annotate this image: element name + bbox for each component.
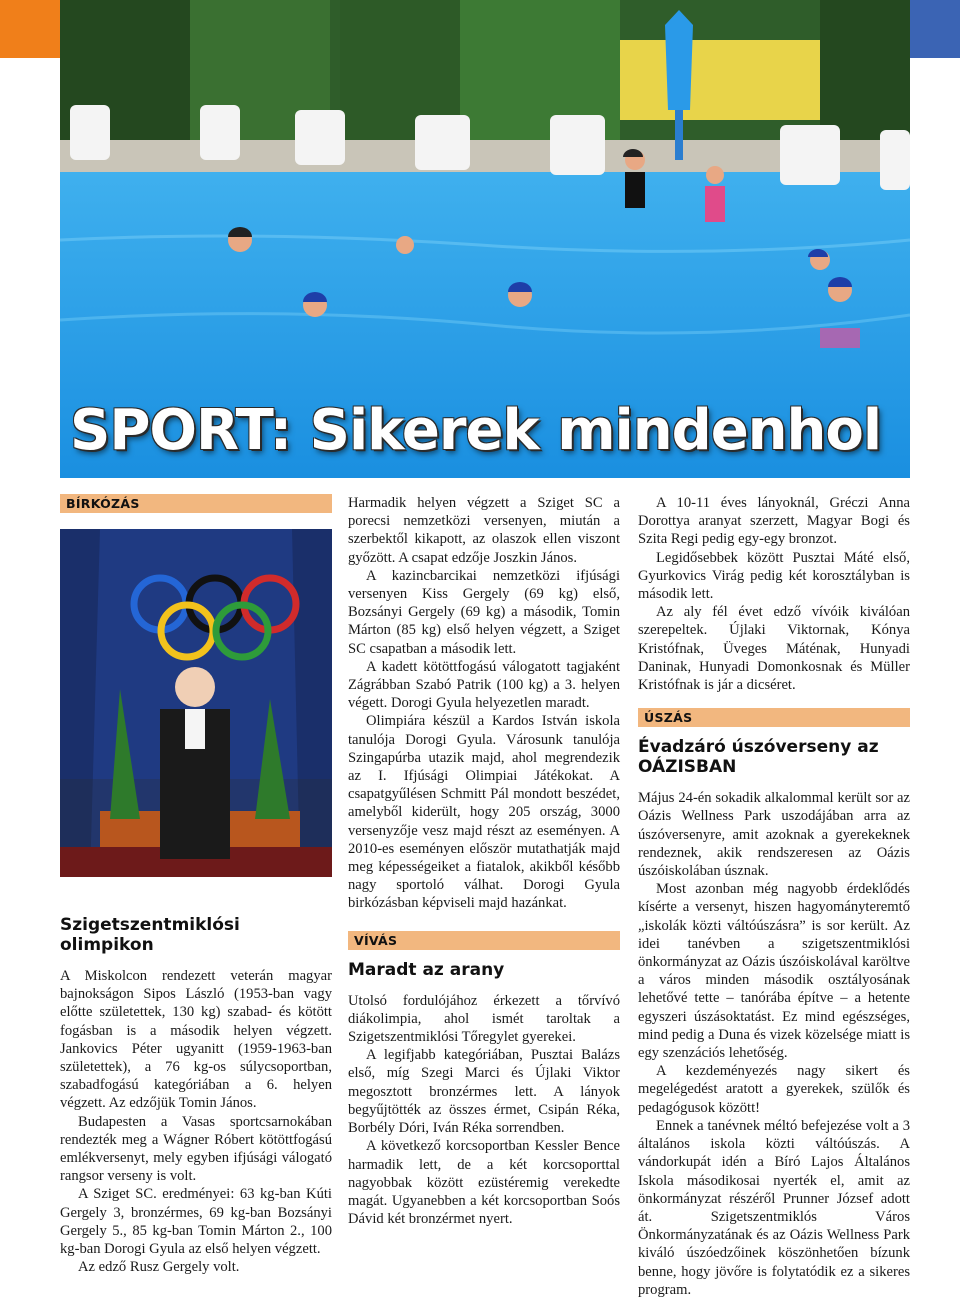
paragraph: Május 24-én sokadik alkalommal került sor az Oázis Wellness Park uszodájában arra az úszóversenyre, amit azoknak a gyerekeknek rendeznek, akik rendszeresen az Oázis úszóiskolában úsznak. bbox=[638, 790, 910, 880]
paragraph: A legifjabb kategóriában, Pusztai Balázs első, míg Szegi Marci és Újlaki Viktor megosztott bronzérmes lett. A lányok begyűjtötték az összes érmet, Csipán Réka, Borbély Dóri, Iván Réka sorrendben. bbox=[348, 1047, 620, 1137]
paragraph: Most azonban még nagyobb érdeklődés kísérte a versenyt, hiszen hagyományteremtő „iskolák közti váltóúszásra” is sor került. Az idei tanévben a szigetszentmiklósi önkormányzat az Oázis úszóiskolával karöltve a város minden második osztályosának lehetővé tette – tanórába építve – a hetente egyszeri úszásoktatást. Ez mind egészséges, mind pedig a Duna és vizek közelsége miatt is egy szenzációs lehetőség. bbox=[638, 881, 910, 1062]
section-tag-uszas: ÚSZÁS bbox=[638, 708, 910, 727]
paragraph: Harmadik helyen végzett a Sziget SC a porecsi nemzetközi versenyen, miután a szerbektől kikapott, az olaszok ellen viszont győzött. A csapat edzője Joszkin János. bbox=[348, 495, 620, 566]
paragraph: Utolsó fordulójához érkezett a tőrvívó diákolimpia, ahol ismét taroltak a Szigetszentmiklósi Tőregylet gyerekei. bbox=[348, 992, 620, 1046]
column-right bbox=[638, 494, 910, 1299]
column-left bbox=[60, 494, 332, 1276]
paragraph: A 10-11 éves lányoknál, Gréczi Anna Dorottya aranyat szerzett, Magyar Bogi és Szita Regi pedig egy-egy bronzot. bbox=[638, 495, 910, 548]
paragraph: A Miskolcon rendezett veterán magyar bajnokságon Sipos László (1953-ban vagy előtte születettek, 130 kg) szabad- és kötött fogásban is a második helyen végzett. Jankovics Péter ugyanitt (1959-1963-ban születettek), a 76 kg-os súlycsoportban, szabadfogású kategóriában a 6. helyen végzett. Az edzőjük Tomin János. bbox=[60, 968, 332, 1112]
paragraph: A kadett kötöttfogású válogatott tagjaként Zágrábban Szabó Patrik (100 kg) a 3. helyen végett. Dorogi Gyula helyezetlen maradt. bbox=[348, 658, 620, 712]
paragraph: Az edző Rusz Gergely volt. bbox=[78, 1259, 240, 1276]
paragraph: A kazincbarcikai nemzetközi ifjúsági versenyen Kiss Gergely (69 kg) első, Bozsányi Gergely (69 kg) a második, Tomin Márton (85 kg) első helyen végzett, a Sziget SC csapatban a második lett. bbox=[348, 567, 620, 657]
article-title-birkozas: Szigetszentmiklósi olimpikon bbox=[60, 915, 240, 955]
paragraph: Budapesten a Vasas sportcsarnokában rendezték meg a Wágner Róbert kötöttfogású emlékversenyt, mely egyben ifjúsági válogató rangsor verseny is volt. bbox=[60, 1113, 332, 1185]
wrestler-illustration bbox=[60, 529, 332, 877]
paragraph: Legidősebbek között Pusztai Máté első, Gyurkovics Virág pedig két korosztályban is második lett. bbox=[638, 549, 910, 603]
paragraph: Olimpiára készül a Kardos István iskola tanulója Dorogi Gyula. Városunk tanulója Szingapúrba utazik majd, ahol megrendezik az I. Ifjúsági Olimpiai Játékokat. A csapatgyűlésen Schmitt Pál mondott beszédet, amelyből kiderült, hogy 205 ország, 3000 versenyzője vesz majd részt az eseményen. A 2010-es eseményen először mutathatják majd meg képességeiket a fiatalok, akikből később nagy sportoló válhat. Dorogi Gyula birkózásban képviseli majd hazánkat. bbox=[348, 713, 620, 912]
hero-photo-pool bbox=[60, 0, 910, 478]
paragraph: A kezdeményezés nagy sikert és megelégedést aratott a gyerekek, szülők és pedagógusok között! bbox=[638, 1063, 910, 1116]
paragraph: Ennek a tanévnek méltó befejezése volt a 3 általános iskola közti váltóúszás. A vándorkupát idén a Bíró Lajos Általános Iskola másodikosai nyerték el, amit az önkormányzat részéről Prunner József adott át. Szigetszentmiklós Város Önkormányzatának és az Oázis Wellness Park kiváló úszóedzőinek köszönhetően bízunk benne, hogy jövőre is folytatódik ez a sikeres program. bbox=[638, 1117, 910, 1298]
photo-wrestler bbox=[60, 529, 332, 877]
corner-accent-orange bbox=[0, 0, 60, 58]
section-tag-vivas: VÍVÁS bbox=[348, 931, 620, 950]
paragraph: A következő korcsoportban Kessler Bence harmadik lett, de a két korcsoporttal nagyobbak között ezüstéremig verekedte magát. Ugyanebben a két korcsoportban Soós Dávid két bronzérmet nyert. bbox=[348, 1138, 620, 1228]
paragraph: Az aly fél évet edző vívóik kiválóan szerepeltek. Újlaki Viktornak, Kónya Kristófnak, Üveges Máténak, Hunyadi Daninak, Hunyadi Domonkosnak és Müller Kristófnak is jár a dicséret. bbox=[638, 604, 910, 694]
page-headline: SPORT: Sikerek mindenhol bbox=[70, 398, 882, 463]
paragraph: A Sziget SC. eredményei: 63 kg-ban Kúti Gergely 3, bronzérmes, 69 kg-ban Bozsányi Gergely 5., 85 kg-ban Tomin Márton 2., 100 kg-ban Dorogi Gyula az első helyen végzett. bbox=[60, 1186, 332, 1258]
article-title-vivas: Maradt az arany bbox=[348, 959, 505, 980]
column-middle bbox=[348, 494, 620, 1228]
article-title-uszas: Évadzáró úszóverseny az OÁZISBAN bbox=[638, 737, 879, 778]
section-tag-birkozas: BÍRKÓZÁS bbox=[60, 494, 332, 513]
